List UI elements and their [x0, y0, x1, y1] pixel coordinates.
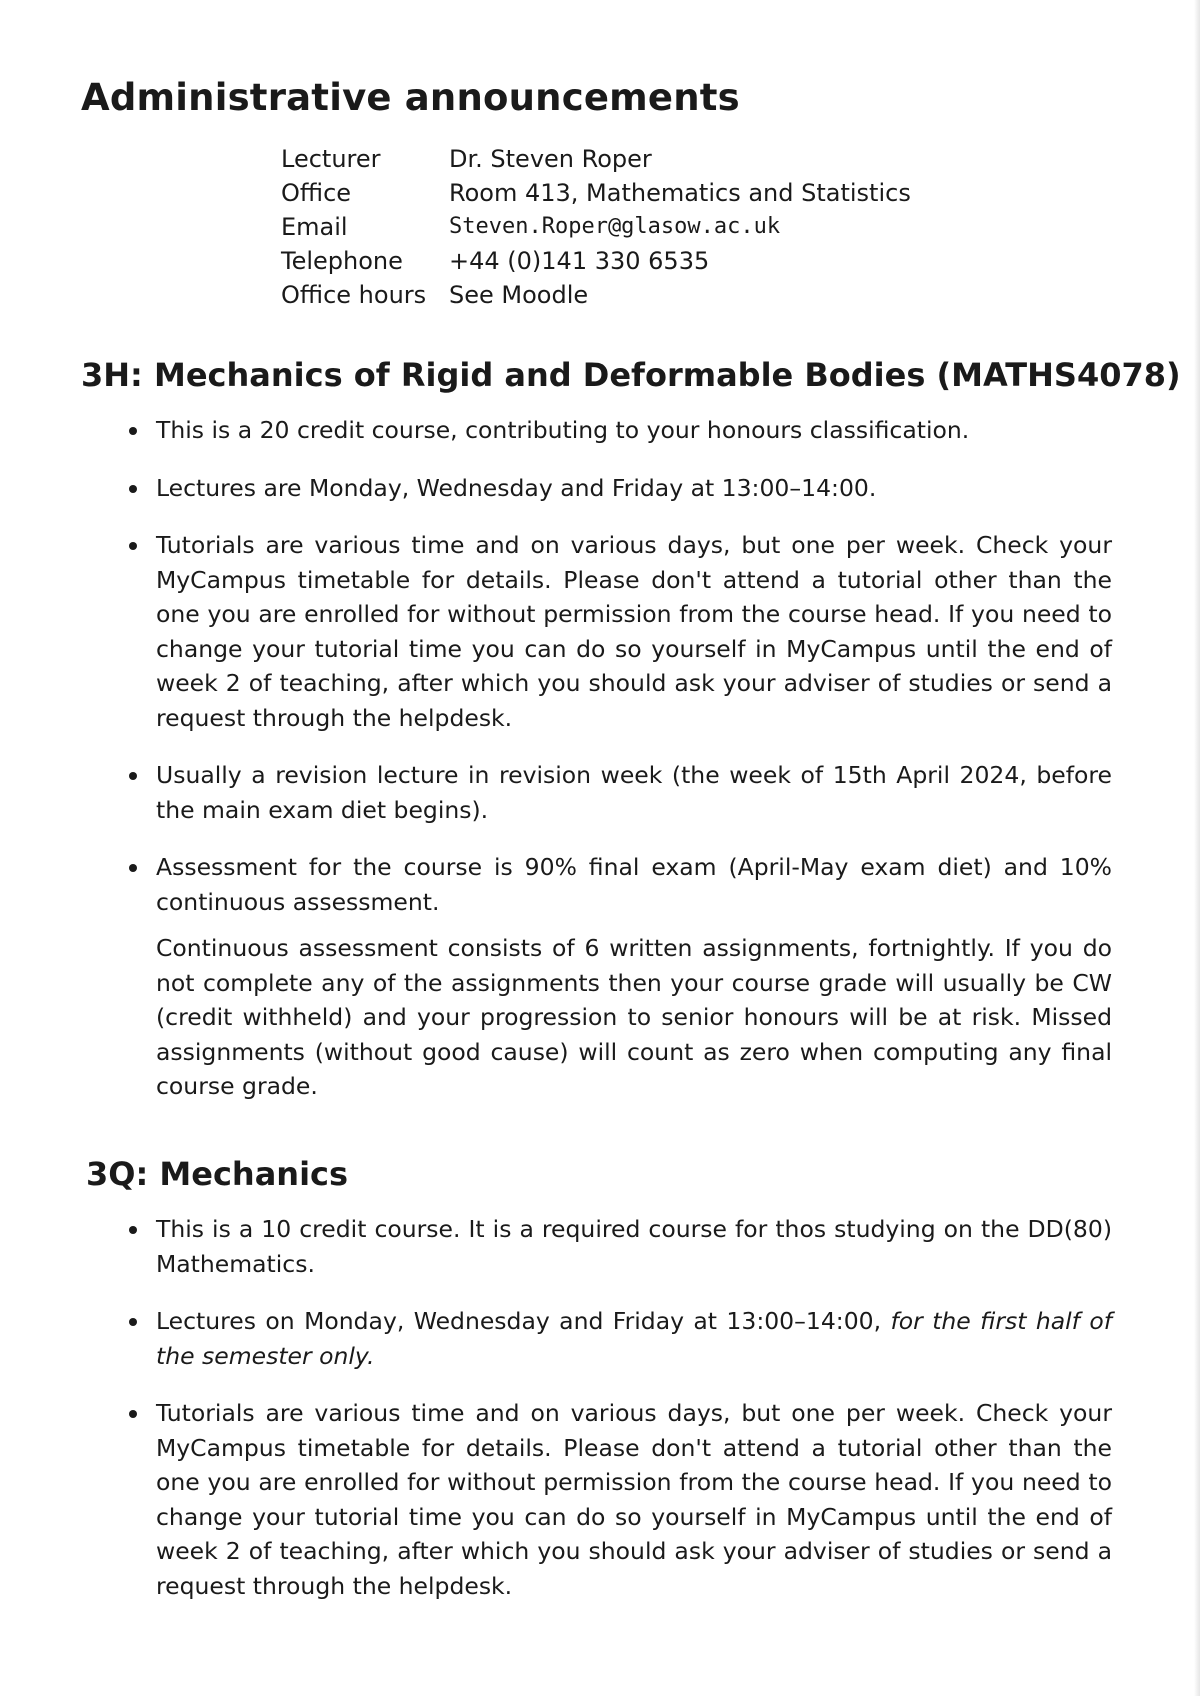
page-title: Administrative announcements [81, 76, 740, 119]
bullet-icon [129, 1226, 137, 1234]
contact-value: Dr. Steven Roper [449, 145, 652, 173]
list-item [156, 413, 1112, 448]
contact-row-office-hours [281, 278, 911, 312]
list-item-text: This is a 20 credit course, contributing to your honours classification. [156, 416, 970, 444]
contact-row-telephone [281, 244, 911, 278]
bullet-icon [129, 427, 137, 435]
page-edge-shadow [1194, 0, 1200, 1696]
assessment-detail-paragraph: Continuous assessment consists of 6 written assignments, fortnightly. If you do not complete any of the assignments then your course grade will usually be CW (credit withheld) and your progression to senior honours will be at risk. Missed assignments (without good cause) will count as zero when computing any final course grade. [156, 934, 1112, 1100]
list-item [156, 528, 1112, 735]
list-item-emphasis: for the first half of the semester only. [156, 1307, 1112, 1370]
contact-label: Office hours [281, 281, 427, 309]
contact-table [281, 142, 911, 312]
section-heading-3h: 3H: Mechanics of Rigid and Deformable Bodies (MATHS4078) [81, 356, 1181, 394]
list-item-text: Assessment for the course is 90% final exam (April-May exam diet) and 10% continuous assessment. [156, 853, 1112, 916]
contact-value: +44 (0)141 330 6535 [449, 247, 710, 275]
contact-row-email [281, 210, 911, 244]
contact-label: Email [281, 213, 348, 241]
list-item [156, 1304, 1112, 1373]
contact-row-office [281, 176, 911, 210]
contact-label: Telephone [281, 247, 403, 275]
contact-label: Lecturer [281, 145, 381, 173]
contact-row-lecturer [281, 142, 911, 176]
list-item [156, 471, 1112, 506]
bullet-icon [129, 1410, 137, 1418]
contact-email-value: Steven.Roper@glasow.ac.uk [449, 214, 781, 239]
list-item [156, 758, 1112, 827]
list-item-text: This is a 10 credit course. It is a required course for thos studying on the DD(80) Mathematics. [156, 1215, 1112, 1278]
list-item-text: Lectures are Monday, Wednesday and Friday at 13:00–14:00. [156, 473, 877, 502]
list-item-text: Tutorials are various time and on various days, but one per week. Check your MyCampus timetable for details. Please don't attend a tutorial other than the one you are enrolled for without permission from the course head. If you need to change your tutorial time you can do so yourself in MyCampus until the end of week 2 of teaching, after which you should ask your adviser of studies or send a request through the helpdesk. [156, 531, 1112, 732]
section-heading-3q: 3Q: Mechanics [86, 1155, 349, 1193]
contact-value: See Moodle [449, 281, 589, 309]
list-item-text: Usually a revision lecture in revision week (the week of 15th April 2024, before the main exam diet begins). [156, 761, 1112, 824]
section-3q-list [156, 1212, 1112, 1626]
list-item [156, 1396, 1112, 1603]
bullet-icon [129, 542, 137, 550]
bullet-icon [129, 772, 137, 780]
contact-label: Office [281, 179, 352, 207]
list-item [156, 1212, 1112, 1281]
list-item [156, 850, 1112, 1104]
bullet-icon [129, 1318, 137, 1326]
contact-value: Room 413, Mathematics and Statistics [449, 179, 911, 207]
bullet-icon [129, 864, 137, 872]
list-item-text: Lectures on Monday, Wednesday and Friday at 13:00–14:00, [156, 1307, 891, 1335]
bullet-icon [129, 485, 137, 493]
list-item-text: Tutorials are various time and on various days, but one per week. Check your MyCampus timetable for details. Please don't attend a tutorial other than the one you are enrolled for without permission from the course head. If you need to change your tutorial time you can do so yourself in MyCampus until the end of week 2 of teaching, after which you should ask your adviser of studies or send a request through the helpdesk. [156, 1399, 1112, 1600]
section-3h-list [156, 413, 1112, 1127]
